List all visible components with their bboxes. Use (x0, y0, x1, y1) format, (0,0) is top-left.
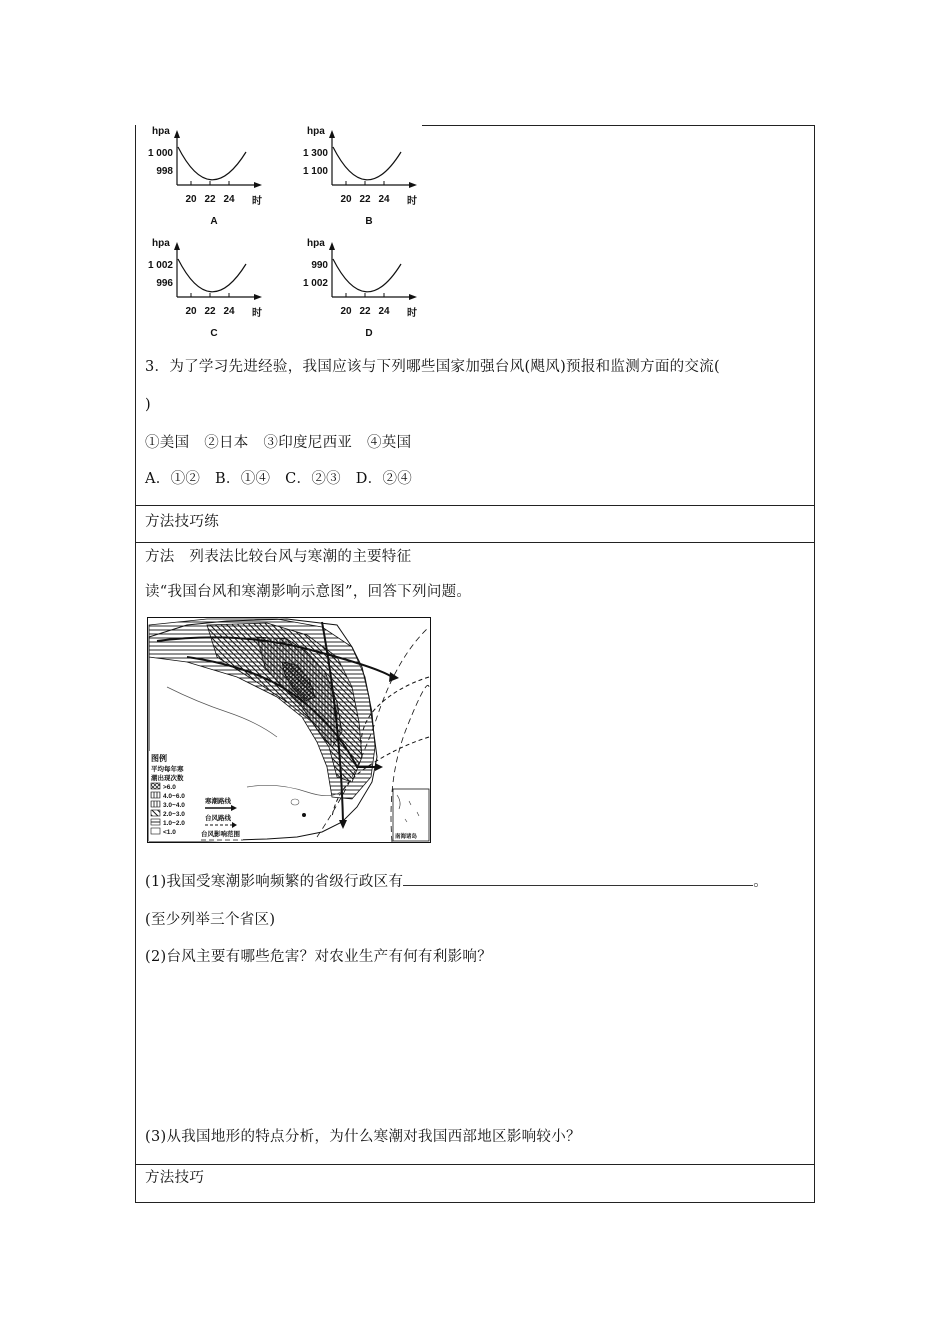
chart-c-lower-tick: 996 (156, 278, 173, 289)
chart-b-xtick-22: 22 (359, 194, 371, 205)
map-legend-item-1: >6.0 (163, 784, 176, 791)
map-inset-label: 南海诸岛 (395, 834, 418, 840)
chart-c-upper-tick: 1 002 (147, 260, 173, 271)
question-1 (145, 871, 768, 892)
row-divider-2 (135, 542, 815, 543)
chart-b-lower-tick: 1 100 (302, 166, 328, 177)
pressure-chart-a (140, 122, 275, 230)
chart-b-xunit: 时 (407, 196, 417, 207)
chart-b-xtick-24: 24 (378, 194, 390, 205)
row-divider-1 (135, 505, 815, 506)
chart-c-xtick-22: 22 (204, 306, 216, 317)
chart-d-upper-tick: 990 (311, 260, 328, 271)
chart-a-xunit: 时 (252, 196, 262, 207)
question-3-options: A．①② B．①④ C．②③ D．②④ (145, 471, 413, 487)
table-right-border (814, 125, 815, 1203)
question-3-stem-end: ) (145, 397, 151, 413)
chart-d-lower-tick: 1 002 (302, 278, 328, 289)
chart-a-lower-tick: 998 (156, 166, 173, 177)
chart-d-xtick-24: 24 (378, 306, 390, 317)
typhoon-cold-wave-map (147, 617, 431, 843)
chart-c-caption: C (210, 328, 218, 339)
map-legend-sub1: 平均每年寒 (151, 766, 184, 773)
chart-d-caption: D (365, 328, 373, 339)
map-legend-sub2: 潮出现次数 (151, 775, 184, 782)
chart-d-curve (333, 259, 401, 292)
chart-c-unit: hpa (152, 238, 170, 249)
row-divider-3 (135, 1164, 815, 1165)
chart-d-xtick-22: 22 (359, 306, 371, 317)
section-method-skills: 方法技巧 (145, 1170, 205, 1186)
chart-d-unit: hpa (307, 238, 325, 249)
question-1-note: (至少列举三个省区) (145, 912, 276, 928)
question-1-text: (1)我国受寒潮影响频繁的省级行政区有 (145, 874, 404, 890)
chart-a-unit: hpa (152, 126, 170, 137)
chart-a-xtick-24: 24 (223, 194, 235, 205)
pressure-chart-b (295, 122, 430, 230)
map-legend-item-4: 2.0~3.0 (163, 811, 185, 818)
map-legend-cold-wave: 寒潮路线 (205, 798, 231, 805)
map-legend-title: 图例 (151, 754, 167, 763)
chart-a-xtick-22: 22 (204, 194, 216, 205)
chart-c-xunit: 时 (252, 308, 262, 319)
chart-a-upper-tick: 1 000 (147, 148, 173, 159)
pressure-chart-c (140, 234, 275, 342)
map-legend-item-2: 4.0~6.0 (163, 793, 185, 800)
chart-a-xtick-20: 20 (185, 194, 197, 205)
chart-c-curve (178, 259, 246, 292)
table-left-border (135, 125, 136, 1203)
chart-c-xtick-24: 24 (223, 306, 235, 317)
chart-c-xtick-20: 20 (185, 306, 197, 317)
chart-b-curve (333, 147, 401, 180)
question-2: (2)台风主要有哪些危害？对农业生产有何有利影响？ (145, 949, 493, 965)
question-3-items: ①美国 ②日本 ③印度尼西亚 ④英国 (145, 435, 412, 451)
section-method-practice: 方法技巧练 (145, 514, 219, 530)
chart-a-caption: A (210, 216, 218, 227)
chart-a-curve (178, 147, 246, 180)
method-title: 方法 列表法比较台风与寒潮的主要特征 (145, 549, 412, 565)
map-legend-item-5: 1.0~2.0 (163, 820, 185, 827)
question-1-answer-blank[interactable] (403, 871, 753, 886)
table-top-border-partial (422, 125, 815, 126)
chart-d-xtick-20: 20 (340, 306, 352, 317)
map-legend-typhoon-route: 台风路线 (205, 815, 231, 822)
chart-b-caption: B (365, 216, 373, 227)
chart-b-xtick-20: 20 (340, 194, 352, 205)
question-1-end: 。 (753, 874, 769, 890)
question-3-stem: 3．为了学习先进经验，我国应该与下列哪些国家加强台风(飓风)预报和监测方面的交流( (145, 359, 720, 375)
pressure-chart-d (295, 234, 430, 342)
map-legend-typhoon-range: 台风影响范围 (201, 831, 240, 838)
map-legend-item-6: <1.0 (163, 829, 176, 836)
chart-b-upper-tick: 1 300 (302, 148, 328, 159)
table-bottom-border (135, 1202, 815, 1203)
map-intro: 读“我国台风和寒潮影响示意图”，回答下列问题。 (145, 584, 472, 600)
map-legend-item-3: 3.0~4.0 (163, 802, 185, 809)
chart-b-unit: hpa (307, 126, 325, 137)
chart-d-xunit: 时 (407, 308, 417, 319)
question-3b: (3)从我国地形的特点分析，为什么寒潮对我国西部地区影响较小？ (145, 1129, 581, 1145)
